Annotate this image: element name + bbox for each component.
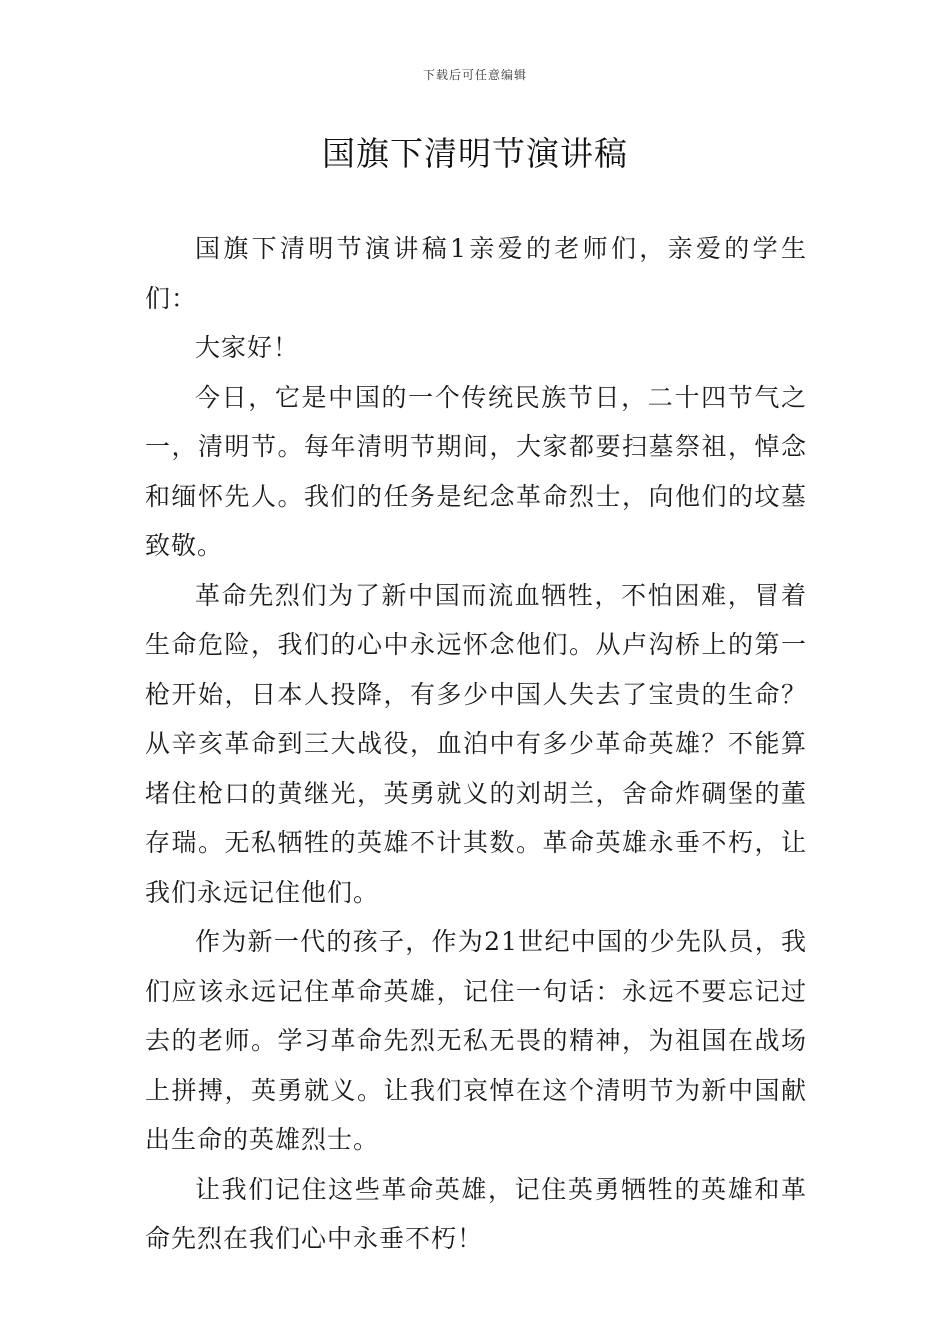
paragraph-greeting: 国旗下清明节演讲稿1亲爱的老师们，亲爱的学生们：	[145, 234, 807, 313]
paragraph-new-generation: 作为新一代的孩子，作为21世纪中国的少先队员，我们应该永远记住革命英雄，记住一句话：永远不要忘记过去的老师。学习革命先烈无私无畏的精神，为祖国在战场上拼搏，英勇就义。让我们哀悼在这个清明节为新中国献出生命的英雄烈士。	[145, 927, 807, 1154]
paragraph-martyrs: 革命先烈们为了新中国而流血牺牲，不怕困难，冒着生命危险，我们的心中永远怀念他们。从卢沟桥上的第一枪开始，日本人投降，有多少中国人失去了宝贵的生命？从辛亥革命到三大战役，血泊中有多少革命英雄？不能算堵住枪口的黄继光，英勇就义的刘胡兰，舍命炸碉堡的董存瑞。无私牺牲的英雄不计其数。革命英雄永垂不朽，让我们永远记住他们。	[145, 580, 807, 907]
paragraph-intro: 今日，它是中国的一个传统民族节日，二十四节气之一，清明节。每年清明节期间，大家都要扫墓祭祖，悼念和缅怀先人。我们的任务是纪念革命烈士，向他们的坟墓致敬。	[145, 382, 807, 560]
document-body	[145, 224, 807, 1264]
paragraph-closing: 让我们记住这些革命英雄，记住英勇牺牲的英雄和革命先烈在我们心中永垂不朽！	[145, 1174, 807, 1253]
document-title: 国旗下清明节演讲稿	[322, 134, 628, 173]
header-note: 下载后可任意编辑	[422, 68, 527, 82]
paragraph-hello: 大家好！	[195, 333, 300, 362]
